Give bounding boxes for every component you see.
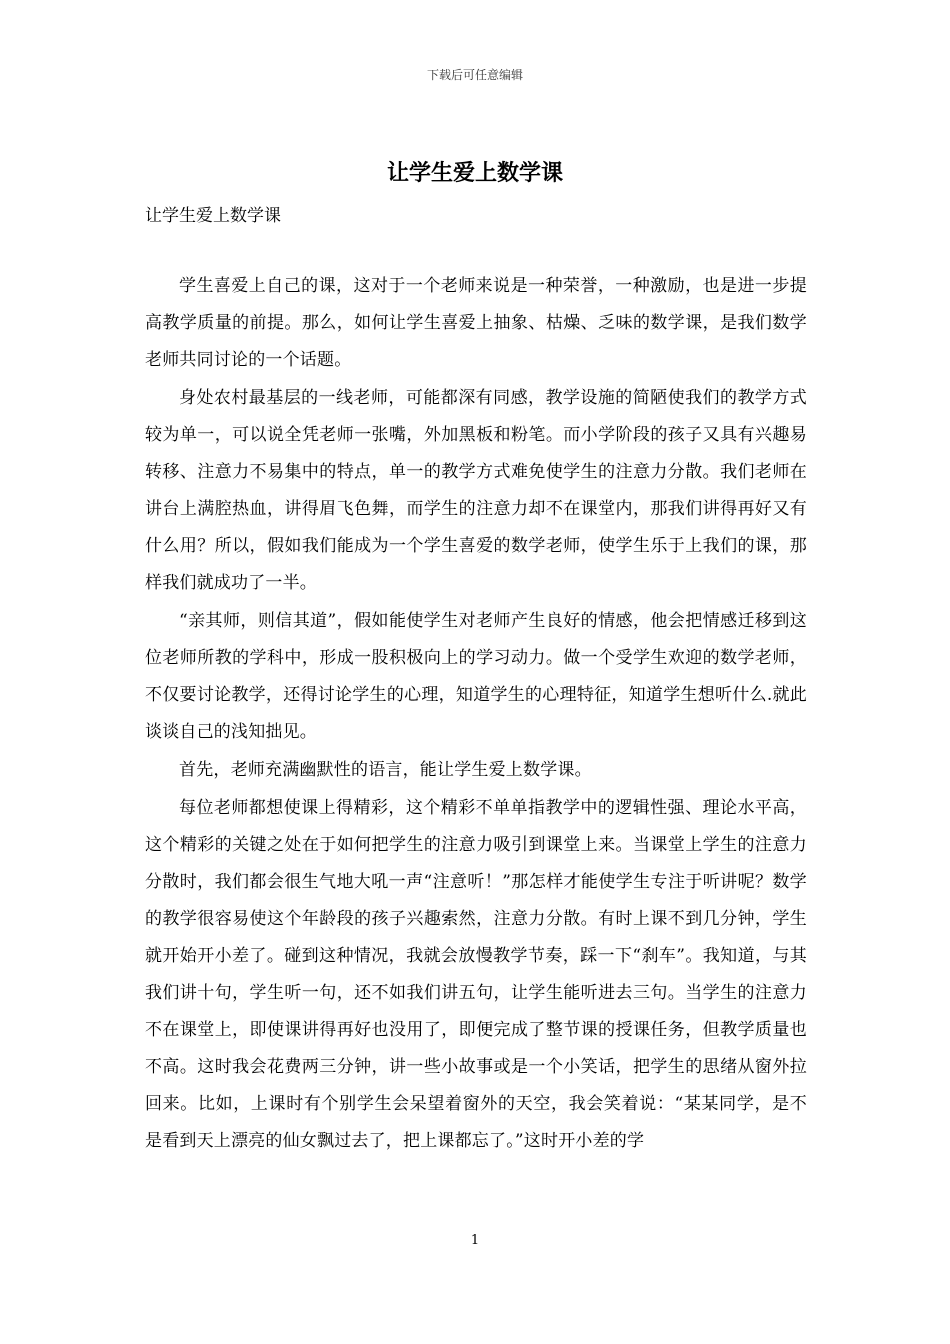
paragraph-2: 身处农村最基层的一线老师，可能都深有同感，教学设施的简陋使我们的教学方式较为单一，可以说全凭老师一张嘴，外加黑板和粉笔。而小学阶段的孩子又具有兴趣易转移、注意力不易集中的特点，单一的教学方式难免使学生的注意力分散。我们老师在讲台上满腔热血，讲得眉飞色舞，而学生的注意力却不在课堂内，那我们讲得再好又有什么用？所以，假如我们能成为一个学生喜爱的数学老师，使学生乐于上我们的课，那样我们就成功了一半。 bbox=[145, 388, 807, 593]
page-header-note: 下载后可任意编辑 bbox=[426, 68, 523, 82]
paragraph-3: “亲其师，则信其道”，假如能使学生对老师产生良好的情感，他会把情感迁移到这位老师所教的学科中，形成一股积极向上的学习动力。做一个受学生欢迎的数学老师，不仅要讨论教学，还得讨论学生的心理，知道学生的心理特征，知道学生想听什么.就此谈谈自己的浅知拙见。 bbox=[145, 611, 807, 742]
paragraph-1: 学生喜爱上自己的课，这对于一个老师来说是一种荣誉，一种激励，也是进一步提高教学质量的前提。那么，如何让学生喜爱上抽象、枯燥、乏味的数学课，是我们数学老师共同讨论的一个话题。 bbox=[145, 276, 807, 370]
paragraph-4: 首先，老师充满幽默性的语言，能让学生爱上数学课。 bbox=[179, 760, 592, 780]
paragraph-5: 每位老师都想使课上得精彩，这个精彩不单单指教学中的逻辑性强、理论水平高，这个精彩的关键之处在于如何把学生的注意力吸引到课堂上来。当课堂上学生的注意力分散时，我们都会很生气地大吼一声“注意听！”那怎样才能使学生专注于听讲呢？数学的教学很容易使这个年龄段的孩子兴趣索然，注意力分散。有时上课不到几分钟，学生就开始开小差了。碰到这种情况，我就会放慢教学节奏，踩一下“刹车”。我知道，与其我们讲十句，学生听一句，还不如我们讲五句，让学生能听进去三句。当学生的注意力不在课堂上，即使课讲得再好也没用了，即便完成了整节课的授课任务，但教学质量也不高。这时我会花费两三分钟，讲一些小故事或是一个小笑话，把学生的思绪从窗外拉回来。比如，上课时有个别学生会呆望着窗外的天空，我会笑着说：“某某同学，是不是看到天上漂亮的仙女飘过去了，把上课都忘了。”这时开小差的学 bbox=[145, 798, 807, 1151]
document-title: 让学生爱上数学课 bbox=[386, 160, 563, 186]
document-subtitle: 让学生爱上数学课 bbox=[145, 206, 281, 226]
document-body bbox=[145, 268, 807, 1161]
page-number: 1 bbox=[470, 1233, 480, 1248]
